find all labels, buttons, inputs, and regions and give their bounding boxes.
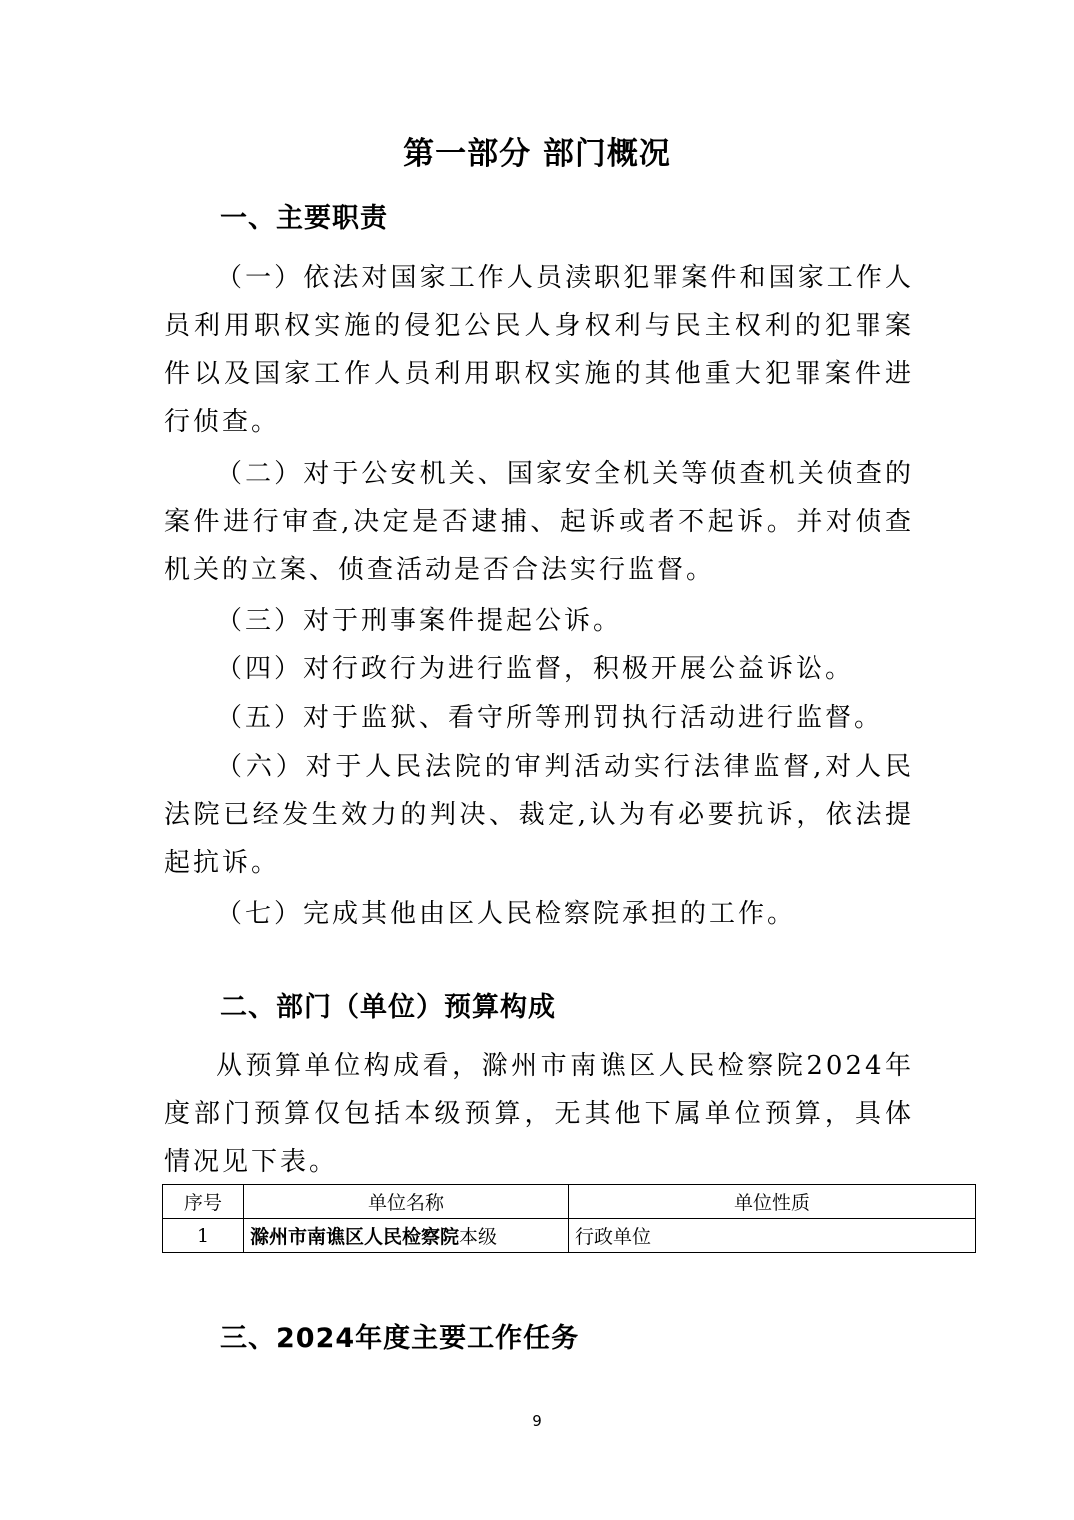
duty-paragraph-2: （二）对于公安机关、国家安全机关等侦查机关侦查的案件进行审查,决定是否逮捕、起诉或者不起诉。并对侦查机关的立案、侦查活动是否合法实行监督。 xyxy=(164,459,914,585)
page-number: 9 xyxy=(532,1412,542,1430)
section-heading-duties: 一、主要职责 xyxy=(220,203,388,234)
table-header-name: 单位名称 xyxy=(244,1185,569,1219)
table-cell-nature: 行政单位 xyxy=(569,1219,976,1253)
duty-paragraph-1: （一）依法对国家工作人员渎职犯罪案件和国家工作人员利用职权实施的侵犯公民人身权利与民主权利的犯罪案件以及国家工作人员利用职权实施的其他重大犯罪案件进行侦查。 xyxy=(164,263,914,437)
unit-level: 本级 xyxy=(459,1226,498,1248)
duty-paragraph-6: （六）对于人民法院的审判活动实行法律监督,对人民法院已经发生效力的判决、裁定,认为有必要抗诉，依法提起抗诉。 xyxy=(164,752,914,878)
table-row xyxy=(163,1219,976,1253)
table-cell-name xyxy=(244,1219,569,1253)
budget-units-table xyxy=(162,1184,976,1253)
unit-name: 滁州市南谯区人民检察院 xyxy=(250,1226,460,1248)
section-heading-budget: 二、部门（单位）预算构成 xyxy=(220,992,556,1023)
duty-paragraph-4: （四）对行政行为进行监督，积极开展公益诉讼。 xyxy=(216,654,855,684)
duty-paragraph-7: （七）完成其他由区人民检察院承担的工作。 xyxy=(216,899,797,929)
page-title: 第一部分 部门概况 xyxy=(403,136,671,172)
duty-paragraph-5: （五）对于监狱、看守所等刑罚执行活动进行监督。 xyxy=(216,703,884,733)
section-heading-tasks: 三、2024年度主要工作任务 xyxy=(220,1323,580,1354)
table-header-nature: 单位性质 xyxy=(569,1185,976,1219)
duty-paragraph-3: （三）对于刑事案件提起公诉。 xyxy=(216,606,623,636)
table-header-index: 序号 xyxy=(163,1185,244,1219)
budget-paragraph: 从预算单位构成看，滁州市南谯区人民检察院2024年度部门预算仅包括本级预算，无其他下属单位预算，具体情况见下表。 xyxy=(164,1051,914,1177)
table-cell-index: 1 xyxy=(163,1219,244,1253)
table-header-row xyxy=(163,1185,976,1219)
